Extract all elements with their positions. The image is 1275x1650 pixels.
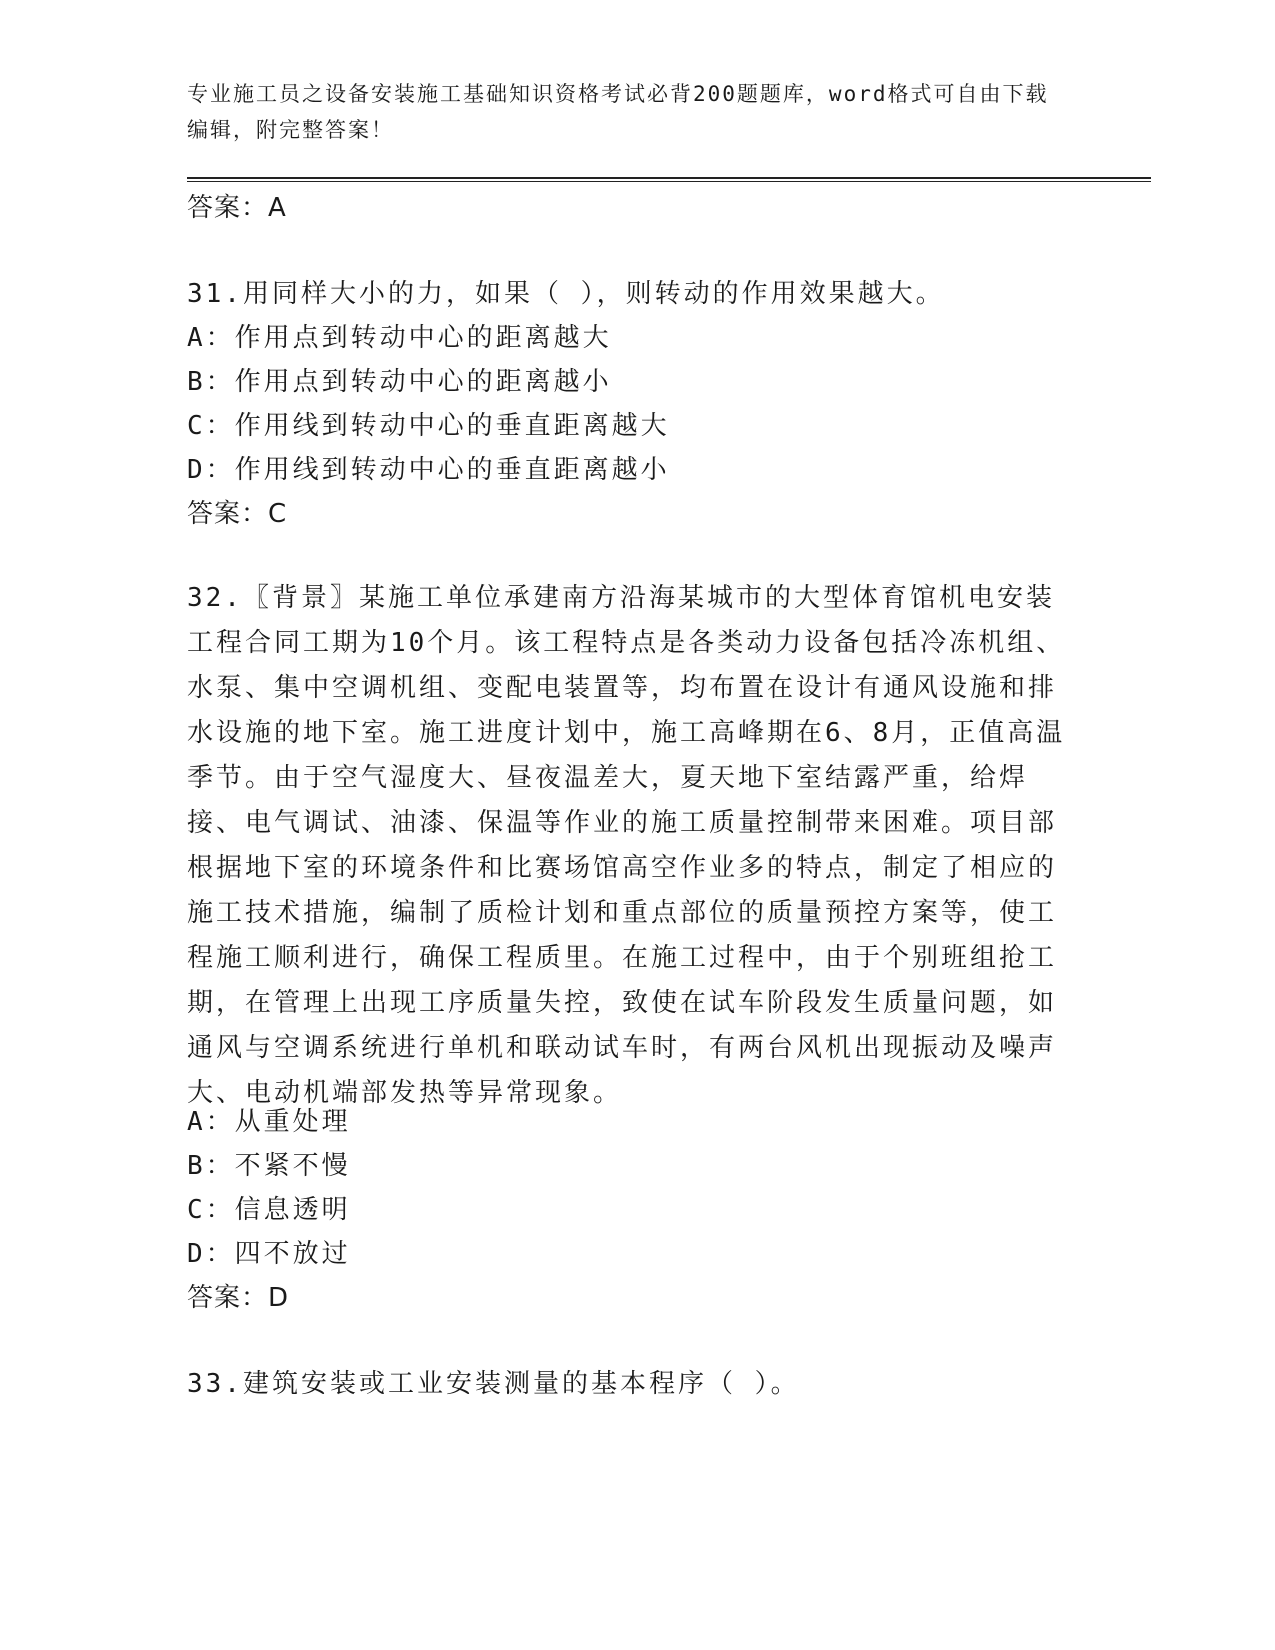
header-rule-thin	[187, 181, 1151, 182]
question-32-option-d: D：四不放过	[187, 1239, 351, 1269]
answer-q31: 答案：C	[187, 499, 288, 529]
answer-q30: 答案：A	[187, 193, 287, 223]
question-32-option-c: C：信息透明	[187, 1195, 351, 1225]
question-32-stem: 32.〖背景〗某施工单位承建南方沿海某城市的大型体育馆机电安装工程合同工期为10个月。该工程特点是各类动力设备包括冷冻机组、水泵、集中空调机组、变配电装置等，均布置在设计有通风设施和排水设施的地下室。施工进度计划中，施工高峰期在6、8月，正值高温季节。由于空气湿度大、昼夜温差大，夏天地下室结露严重，给焊接、电气调试、油漆、保温等作业的施工质量控制带来困难。项目部根据地下室的环境条件和比赛场馆高空作业多的特点，制定了相应的施工技术措施，编制了质检计划和重点部位的质量预控方案等，使工程施工顺利进行，确保工程质里。在施工过程中，由于个别班组抢工期，在管理上出现工序质量失控，致使在试车阶段发生质量问题，如通风与空调系统进行单机和联动试车时，有两台风机出现振动及噪声大、电动机端部发热等异常现象。	[187, 583, 1066, 1108]
question-33-stem: 33.建筑安装或工业安装测量的基本程序（ ）。	[187, 1369, 800, 1399]
question-31-option-c: C：作用线到转动中心的垂直距离越大	[187, 411, 670, 441]
question-31-stem: 31.用同样大小的力，如果（ ），则转动的作用效果越大。	[187, 279, 945, 309]
question-31-option-a: A：作用点到转动中心的距离越大	[187, 323, 612, 353]
header-rule-thick	[187, 177, 1151, 179]
question-32-option-b: B：不紧不慢	[187, 1151, 351, 1181]
question-31-option-b: B：作用点到转动中心的距离越小	[187, 367, 612, 397]
document-header: 专业施工员之设备安装施工基础知识资格考试必背200题题库，word格式可自由下载编辑，附完整答案！	[187, 82, 1049, 142]
answer-q32: 答案：D	[187, 1283, 290, 1313]
question-31-option-d: D：作用线到转动中心的垂直距离越小	[187, 455, 670, 485]
question-32-option-a: A：从重处理	[187, 1107, 351, 1137]
